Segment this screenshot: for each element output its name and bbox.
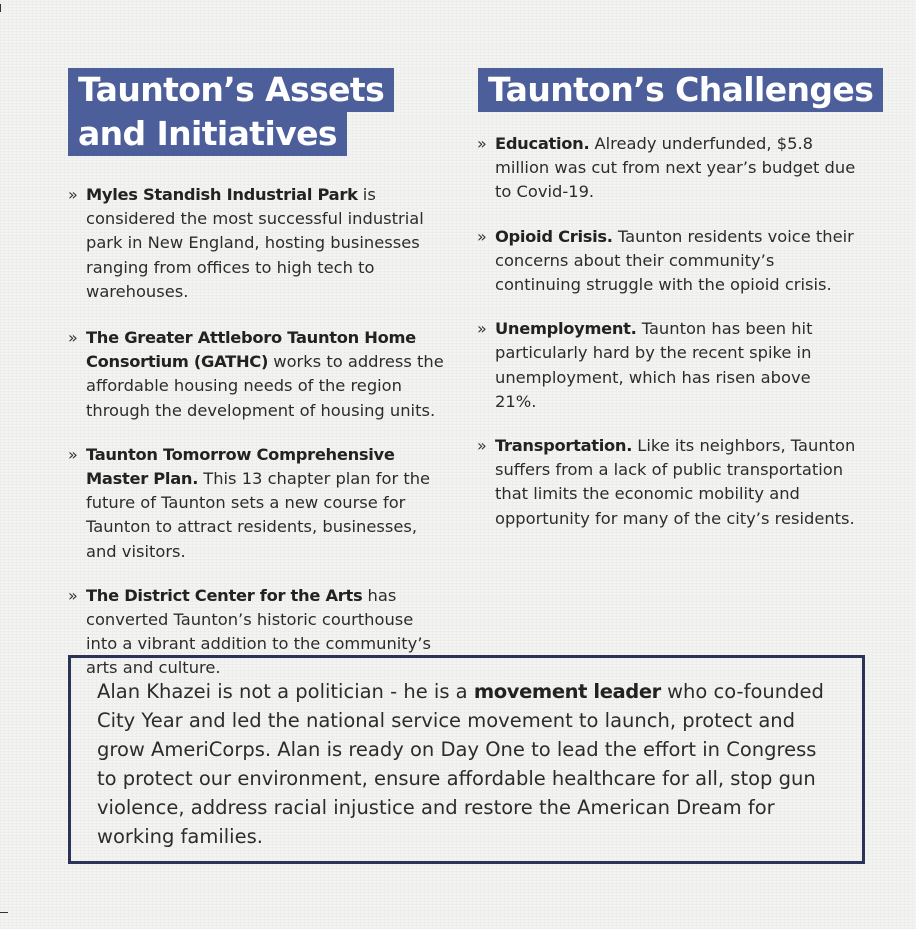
item-lead: Opioid Crisis. <box>495 226 613 246</box>
challenges-list <box>477 132 857 531</box>
item-lead: Taunton Tomorrow Comprehensive Master Plan. <box>86 444 395 489</box>
item-lead: Myles Standish Industrial Park <box>86 185 358 204</box>
item-text: This 13 chapter plan for the future of Taunton sets a new course for Taunton to attract residents, businesses, and visitors. <box>86 469 431 561</box>
crop-mark-bottom-left <box>0 912 8 913</box>
bullet-icon: » <box>477 134 487 153</box>
assets-list <box>68 183 444 681</box>
crop-mark-top-left <box>0 4 1 12</box>
bullet-icon: » <box>477 436 487 456</box>
challenges-item-unemployment <box>477 317 857 414</box>
assets-heading-line1: Taunton’s Assets <box>68 68 394 112</box>
callout-text-before: Alan Khazei is not a politician - he is a <box>97 680 474 703</box>
item-text: Taunton has been hit particularly hard by the recent spike in unemployment, which has risen above 21%. <box>495 319 813 411</box>
bullet-icon: » <box>68 585 78 605</box>
callout-emphasis: movement leader <box>473 680 661 703</box>
callout-text-after: who co-founded City Year and led the national service movement to launch, protect and grow AmeriCorps. Alan is ready on Day One to lead the effort in Congress to protect our environment, ensure affordable healthcare for all, stop gun violence, address racial injustice and restore the American Dream for working families. <box>97 680 824 848</box>
assets-heading-line2: and Initiatives <box>68 112 347 156</box>
item-text: is considered the most successful industrial park in New England, hosting businesses ranging from offices to high tech to warehouses. <box>86 185 424 301</box>
assets-heading <box>68 68 394 156</box>
item-text: Like its neighbors, Taunton suffers from a lack of public transportation that limits the economic mobility and opportunity for many of the city’s residents. <box>495 436 856 528</box>
challenges-item-transportation <box>477 434 857 531</box>
challenges-heading-text: Taunton’s Challenges <box>478 68 883 112</box>
callout-box <box>68 655 865 864</box>
bullet-icon: » <box>477 319 487 339</box>
bullet-icon: » <box>68 185 78 204</box>
item-lead: Education. <box>495 134 590 153</box>
challenges-item-education <box>477 132 857 205</box>
item-text: Taunton residents voice their concerns about their community’s continuing struggle with the opioid crisis. <box>495 226 854 295</box>
challenges-heading <box>478 68 883 112</box>
bullet-icon: » <box>68 444 78 464</box>
item-lead: Transportation. <box>495 436 633 456</box>
assets-item-master-plan <box>68 443 444 564</box>
bullet-icon: » <box>68 328 78 348</box>
item-text: has converted Taunton’s historic courthouse into a vibrant addition to the community’s arts and culture. <box>86 585 431 678</box>
challenges-item-opioid <box>477 225 857 298</box>
item-lead: The Greater Attleboro Taunton Home Consortium (GATHC) <box>86 328 416 372</box>
item-text: Already underfunded, $5.8 million was cut from next year’s budget due to Covid-19. <box>495 134 856 202</box>
item-text: works to address the affordable housing needs of the region through the development of housing units. <box>86 352 444 420</box>
bullet-icon: » <box>477 226 487 246</box>
item-lead: The District Center for the Arts <box>86 585 363 605</box>
assets-item-gathc <box>68 326 444 423</box>
assets-item-industrial-park <box>68 183 444 304</box>
item-lead: Unemployment. <box>495 319 637 339</box>
